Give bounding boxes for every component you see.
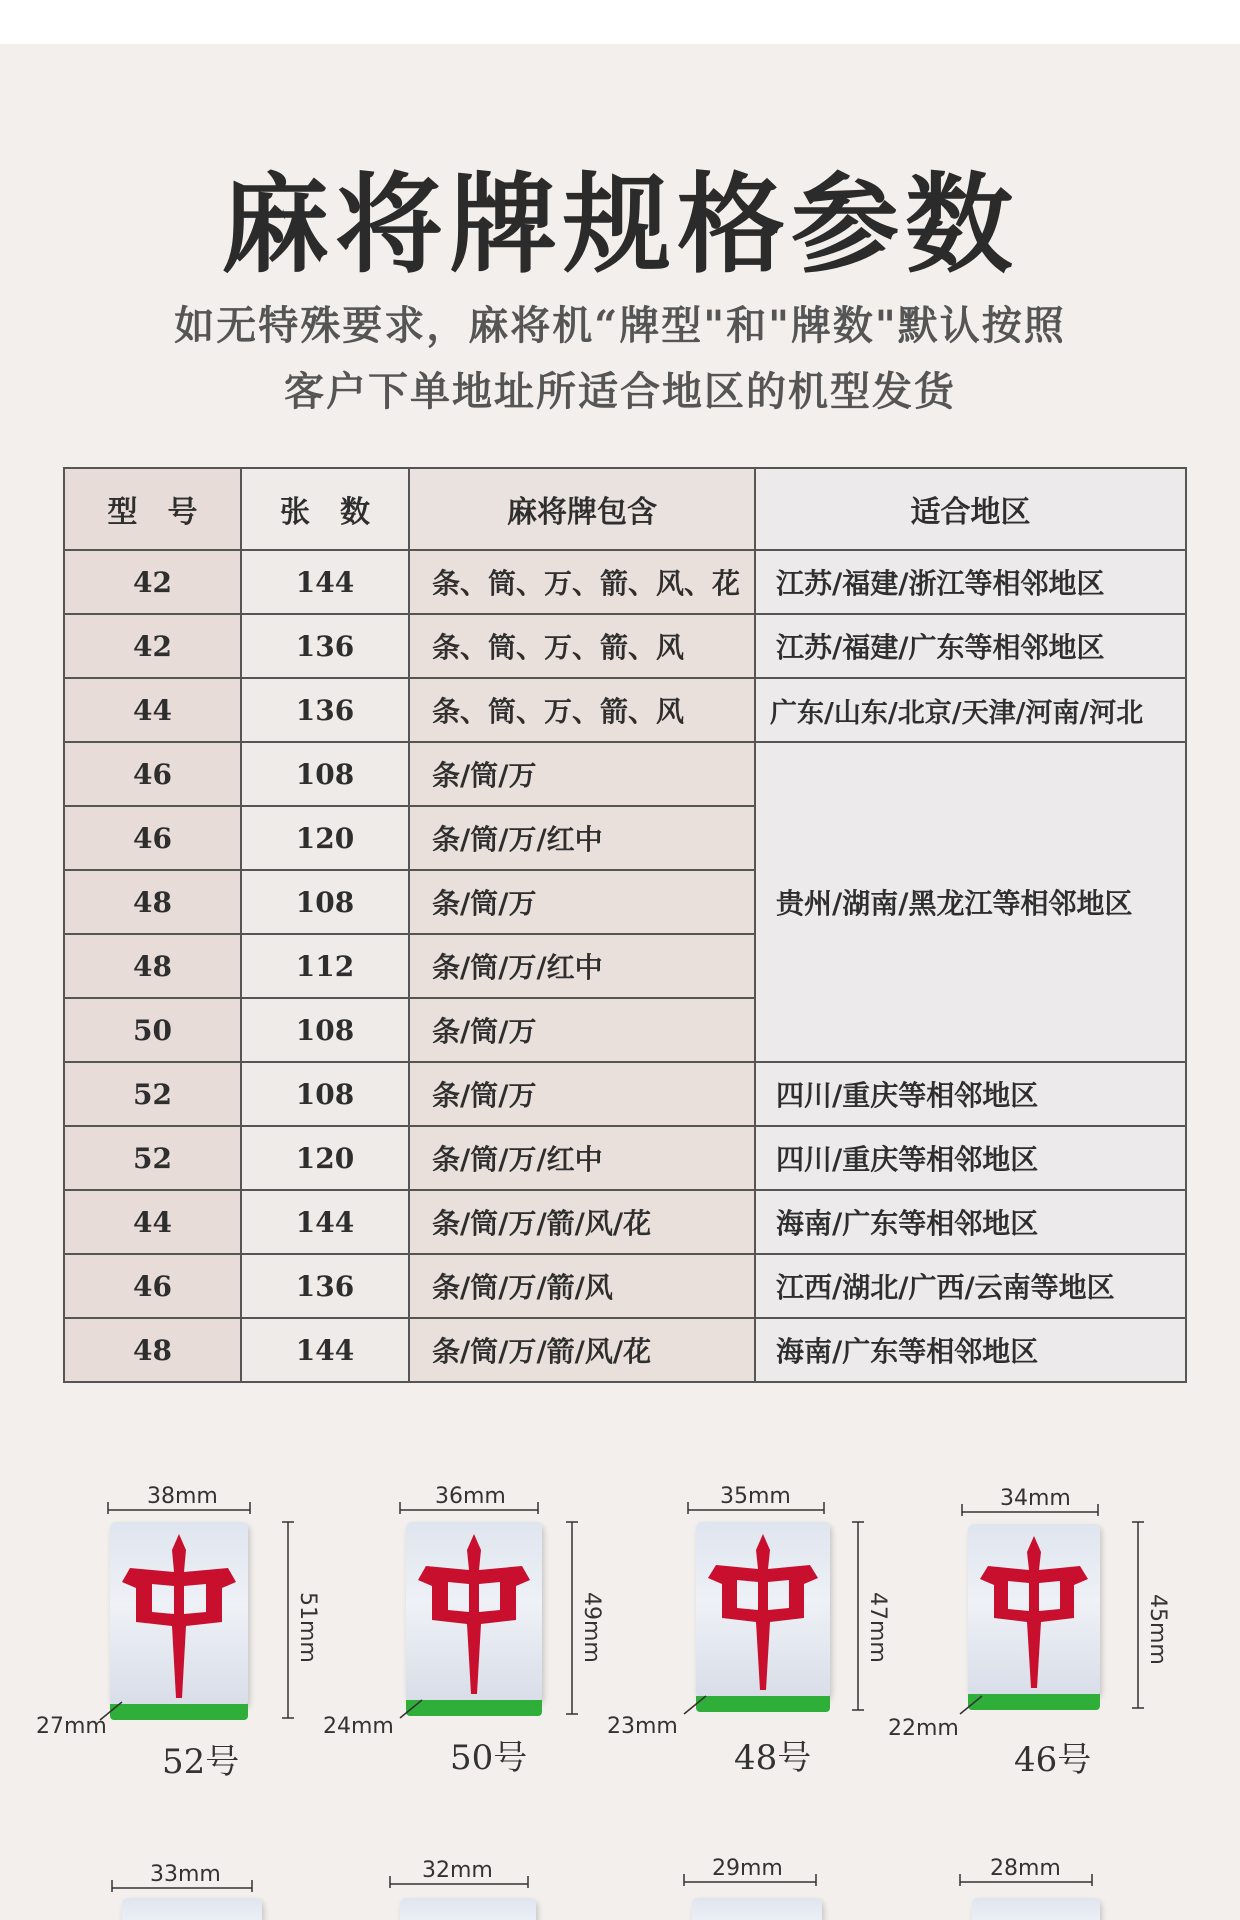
cell-contents: 条/筒/万/箭/风/花 (409, 1190, 755, 1254)
cell-model: 46 (64, 742, 241, 806)
subtitle-line-1: 如无特殊要求，麻将机“牌型"和"牌数"默认按照 (174, 302, 1066, 349)
depth-label: 22mm (888, 1716, 959, 1741)
page-title: 麻将牌规格参数 (220, 162, 1019, 288)
depth-dimension-line (958, 1694, 988, 1718)
cell-contents: 条/筒/万 (409, 870, 755, 934)
cell-model: 44 (64, 678, 241, 742)
subtitle-line-2: 客户下单地址所适合地区的机型发货 (284, 368, 956, 415)
cell-count: 120 (241, 1126, 409, 1190)
table-row (64, 1062, 1186, 1126)
cell-model: 42 (64, 550, 241, 614)
cell-count: 144 (241, 550, 409, 614)
height-label: 51mm (295, 1592, 320, 1663)
tile-image (400, 1898, 536, 1920)
cell-contents: 条/筒/万/箭/风 (409, 1254, 755, 1318)
width-label: 32mm (422, 1858, 493, 1883)
red-dragon-glyph-icon (406, 1522, 542, 1702)
cell-count: 136 (241, 678, 409, 742)
cell-contents: 条/筒/万/箭/风/花 (409, 1318, 755, 1382)
top-band (0, 0, 1240, 44)
cell-count: 112 (241, 934, 409, 998)
table-row (64, 1126, 1186, 1190)
header-contents: 麻将牌包含 (409, 468, 755, 550)
cell-region: 四川/重庆等相邻地区 (755, 1062, 1186, 1126)
cell-count: 108 (241, 742, 409, 806)
tile-image (110, 1522, 248, 1706)
header-region: 适合地区 (755, 468, 1186, 550)
model-label: 46号 (1014, 1740, 1092, 1780)
spec-table (63, 467, 1187, 1383)
cell-contents: 条/筒/万/红中 (409, 934, 755, 998)
width-label: 38mm (147, 1484, 218, 1509)
cell-count: 108 (241, 870, 409, 934)
cell-model: 52 (64, 1126, 241, 1190)
model-label: 52号 (162, 1742, 240, 1782)
cell-count: 108 (241, 998, 409, 1062)
model-label: 50号 (450, 1738, 528, 1778)
height-label: 45mm (1145, 1594, 1170, 1665)
table-header-row (64, 468, 1186, 550)
cell-count: 120 (241, 806, 409, 870)
cell-region-merged: 贵州/湖南/黑龙江等相邻地区 (755, 742, 1186, 1062)
cell-contents: 条/筒/万/红中 (409, 806, 755, 870)
red-dragon-glyph-icon (110, 1522, 248, 1706)
cell-count: 108 (241, 1062, 409, 1126)
depth-dimension-line (682, 1694, 712, 1718)
tile-image (692, 1898, 822, 1920)
width-label: 29mm (712, 1856, 783, 1881)
width-label: 35mm (720, 1484, 791, 1509)
width-label: 36mm (435, 1484, 506, 1509)
tile-image (406, 1522, 542, 1702)
cell-region: 海南/广东等相邻地区 (755, 1318, 1186, 1382)
height-label: 47mm (865, 1592, 890, 1663)
tile-image (972, 1898, 1100, 1920)
cell-region: 广东/山东/北京/天津/河南/河北 (755, 678, 1186, 742)
depth-label: 24mm (323, 1714, 394, 1739)
cell-contents: 条/筒/万 (409, 742, 755, 806)
width-label: 28mm (990, 1856, 1061, 1881)
height-label: 49mm (579, 1592, 604, 1663)
table-row (64, 1254, 1186, 1318)
cell-contents: 条、筒、万、箭、风 (409, 614, 755, 678)
table-row (64, 1318, 1186, 1382)
cell-region: 江苏/福建/广东等相邻地区 (755, 614, 1186, 678)
cell-model: 50 (64, 998, 241, 1062)
depth-label: 23mm (607, 1714, 678, 1739)
header-count: 张 数 (241, 468, 409, 550)
cell-model: 46 (64, 806, 241, 870)
table-row (64, 550, 1186, 614)
cell-model: 48 (64, 870, 241, 934)
table-row (64, 1190, 1186, 1254)
width-label: 34mm (1000, 1486, 1071, 1511)
cell-region: 江西/湖北/广西/云南等地区 (755, 1254, 1186, 1318)
table-row (64, 614, 1186, 678)
cell-contents: 条/筒/万 (409, 998, 755, 1062)
depth-dimension-line (398, 1698, 428, 1722)
cell-model: 44 (64, 1190, 241, 1254)
tile-image (122, 1898, 262, 1920)
cell-model: 42 (64, 614, 241, 678)
cell-count: 136 (241, 614, 409, 678)
cell-model: 48 (64, 934, 241, 998)
cell-region: 海南/广东等相邻地区 (755, 1190, 1186, 1254)
cell-model: 48 (64, 1318, 241, 1382)
red-dragon-glyph-icon (968, 1524, 1100, 1696)
cell-contents: 条/筒/万/红中 (409, 1126, 755, 1190)
header-model: 型 号 (64, 468, 241, 550)
model-label: 48号 (734, 1738, 812, 1778)
red-dragon-glyph-icon (696, 1522, 830, 1698)
tile-image (696, 1522, 830, 1698)
cell-contents: 条、筒、万、箭、风 (409, 678, 755, 742)
cell-count: 144 (241, 1318, 409, 1382)
cell-model: 46 (64, 1254, 241, 1318)
width-label: 33mm (150, 1862, 221, 1887)
cell-contents: 条/筒/万 (409, 1062, 755, 1126)
depth-label: 27mm (36, 1714, 107, 1739)
table-row (64, 678, 1186, 742)
cell-model: 52 (64, 1062, 241, 1126)
tile-image (968, 1524, 1100, 1696)
cell-contents: 条、筒、万、箭、风、花 (409, 550, 755, 614)
cell-count: 136 (241, 1254, 409, 1318)
cell-region: 四川/重庆等相邻地区 (755, 1126, 1186, 1190)
cell-region: 江苏/福建/浙江等相邻地区 (755, 550, 1186, 614)
table-row (64, 742, 1186, 806)
cell-count: 144 (241, 1190, 409, 1254)
